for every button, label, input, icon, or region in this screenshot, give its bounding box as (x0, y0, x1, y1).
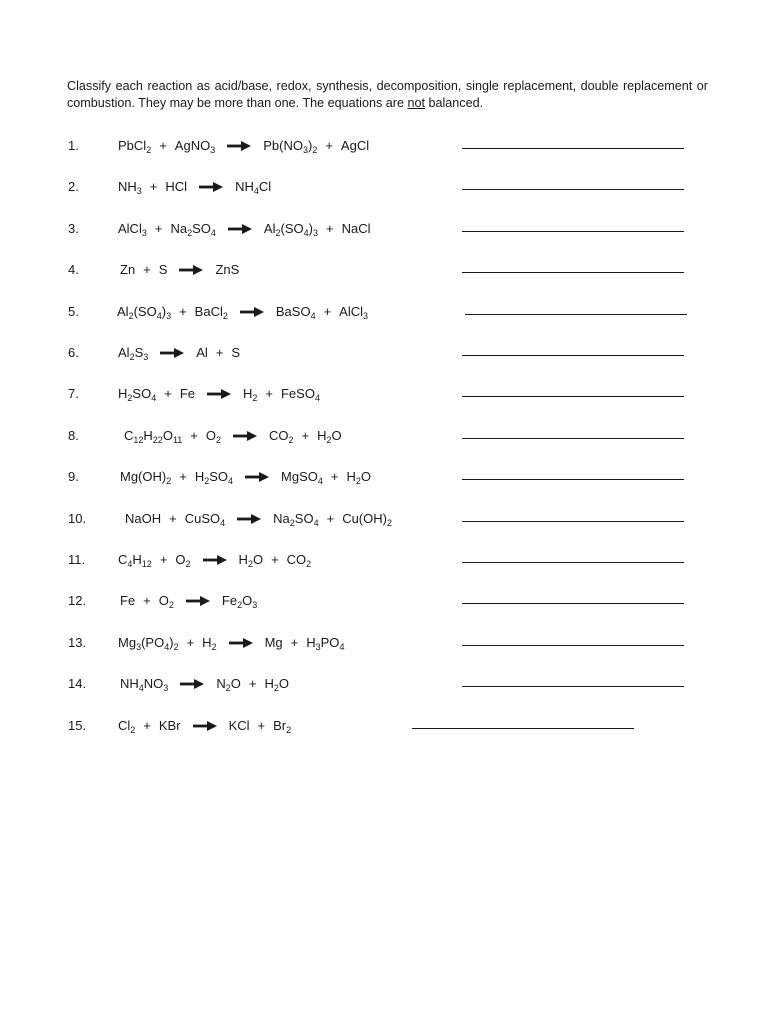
reactant-formula: $Mg(OH)_2$ (120, 469, 172, 487)
reactant-formula: $Al_2(SO_4)_3$ (117, 303, 172, 321)
plus-sign: + (265, 386, 273, 402)
reaction-number: 15. (68, 717, 87, 733)
reactant-formula: CuSO$_4$ (184, 510, 226, 528)
plus-sign: + (149, 179, 158, 195)
product-formula: $Pb(NO_3)_2$ (263, 138, 318, 155)
instructions (67, 78, 708, 112)
reaction-equation (120, 466, 371, 488)
reaction-equation (118, 342, 240, 364)
product-formula: S (231, 345, 241, 360)
reaction-equation (118, 218, 370, 240)
reaction-item (0, 466, 768, 488)
reactant-formula: $H_2SO_4$ (194, 469, 234, 487)
product-formula: ZnS (215, 262, 240, 278)
product-formula: $CO_2$ (269, 427, 294, 445)
reaction-equation (118, 176, 271, 198)
reaction-number: 1. (68, 138, 79, 153)
product-formula: $Br_2$ (273, 717, 292, 735)
plus-sign: + (159, 552, 168, 567)
answer-blank[interactable] (462, 645, 684, 646)
reaction-number: 14. (68, 676, 87, 692)
plus-sign: + (325, 220, 334, 236)
reactant-formula: $O_2$ (158, 593, 174, 611)
reaction-arrow-icon (207, 389, 231, 399)
reaction-number: 4. (68, 262, 79, 278)
reaction-number: 7. (68, 386, 79, 402)
reaction-number: 8. (68, 427, 79, 443)
reaction-number: 13. (68, 634, 87, 650)
product-formula: $CO_2$ (286, 552, 312, 569)
product-formula: NaCl (341, 220, 371, 236)
reaction-item (0, 301, 768, 323)
plus-sign: + (143, 717, 151, 733)
reactant-formula: HCl (165, 179, 188, 195)
instructions-text: Classify each reaction as acid/base, redox, synthesis, decomposition, single replacement, double replacement or combustion. They may be more than one. The equations are (67, 79, 708, 110)
reaction-item (0, 383, 768, 405)
reaction-arrow-icon (237, 514, 261, 524)
product-formula: $Na_2SO_4$ (273, 510, 319, 528)
answer-blank[interactable] (462, 396, 684, 397)
reactant-formula: PbCl$_2$ (118, 138, 152, 155)
plus-sign: + (186, 634, 195, 650)
reaction-equation (120, 590, 257, 612)
plus-sign: + (159, 138, 167, 153)
reactant-formula: BaCl$_2$ (194, 303, 228, 321)
reaction-number: 6. (68, 345, 79, 360)
reactant-formula: $C_4H_{12}$ (118, 552, 152, 569)
reactant-formula: AgNO$_3$ (174, 138, 216, 155)
plus-sign: + (257, 717, 266, 733)
reactant-formula: NaOH (125, 510, 162, 526)
reaction-number: 9. (68, 469, 79, 485)
reactant-formula: $O_2$ (205, 427, 222, 445)
reaction-equation (120, 259, 239, 281)
answer-blank[interactable] (462, 686, 684, 687)
plus-sign: + (323, 303, 332, 319)
reaction-item (0, 259, 768, 281)
reaction-item (0, 590, 768, 612)
reaction-item (0, 673, 768, 695)
reaction-item (0, 135, 768, 157)
reaction-equation (125, 508, 392, 530)
reactant-formula: KBr (158, 717, 181, 733)
product-formula: $H_2O$ (317, 427, 342, 445)
reaction-item (0, 508, 768, 530)
answer-blank[interactable] (462, 272, 684, 273)
plus-sign: + (290, 634, 299, 650)
product-formula: $H_2$ (242, 386, 258, 404)
plus-sign: + (143, 262, 151, 278)
reaction-number: 2. (68, 179, 79, 195)
answer-blank[interactable] (462, 231, 684, 232)
reaction-number: 11. (68, 552, 86, 567)
product-formula: $H_2O$ (264, 676, 289, 694)
reaction-item (0, 425, 768, 447)
reactant-formula: Fe (179, 386, 195, 402)
reaction-equation (118, 135, 369, 157)
answer-blank[interactable] (462, 438, 684, 439)
answer-blank[interactable] (462, 562, 684, 563)
product-formula: AlCl$_3$ (339, 303, 369, 321)
answer-blank[interactable] (462, 521, 684, 522)
reaction-item (0, 632, 768, 654)
product-formula: AgCl (340, 138, 370, 153)
reaction-arrow-icon (193, 721, 217, 731)
product-formula: $Cu(OH)_2$ (342, 510, 392, 528)
reactant-formula: $O_2$ (175, 552, 191, 569)
plus-sign: + (271, 552, 279, 567)
reaction-arrow-icon (229, 638, 253, 648)
reactant-formula: $NH_3$ (118, 179, 142, 197)
reaction-arrow-icon (160, 348, 184, 358)
product-formula: $H_2O$ (346, 469, 372, 487)
reaction-equation (118, 715, 291, 737)
product-formula: $Fe_2O_3$ (221, 593, 258, 611)
plus-sign: + (215, 345, 224, 360)
reaction-arrow-icon (240, 307, 264, 317)
answer-blank[interactable] (462, 148, 684, 149)
plus-sign: + (143, 593, 151, 609)
reaction-arrow-icon (179, 265, 203, 275)
reactant-formula: $C_{12}H_{22}O_{11}$ (124, 427, 183, 445)
reactant-formula: Zn (120, 262, 136, 278)
reactant-formula: S (158, 262, 168, 278)
reaction-equation (124, 425, 342, 447)
reactant-formula: $H_2$ (202, 634, 217, 652)
reaction-equation (120, 673, 289, 695)
answer-blank[interactable] (412, 728, 634, 729)
reaction-number: 5. (68, 303, 79, 319)
plus-sign: + (326, 510, 335, 526)
product-formula: $H_2O$ (238, 552, 264, 569)
reactant-formula: $H_2SO_4$ (118, 386, 157, 404)
answer-blank[interactable] (462, 479, 684, 480)
reaction-equation (118, 549, 311, 571)
reaction-arrow-icon (228, 224, 252, 234)
reaction-equation (117, 301, 368, 323)
reaction-arrow-icon (245, 472, 269, 482)
plus-sign: + (169, 510, 177, 526)
plus-sign: + (325, 138, 333, 153)
reaction-item (0, 218, 768, 240)
product-formula: Al (196, 345, 208, 360)
reaction-item (0, 342, 768, 364)
reaction-item (0, 715, 768, 737)
reaction-equation (118, 383, 320, 405)
reactant-formula: $NH_4NO_3$ (120, 676, 169, 694)
plus-sign: + (190, 427, 198, 443)
answer-blank[interactable] (462, 603, 684, 604)
product-formula: $Al_2(SO_4)_3$ (263, 220, 318, 238)
answer-blank[interactable] (465, 314, 687, 315)
product-formula: KCl (228, 717, 250, 733)
plus-sign: + (179, 303, 187, 319)
product-formula: Mg (264, 634, 283, 650)
plus-sign: + (301, 427, 310, 443)
reaction-item (0, 176, 768, 198)
plus-sign: + (330, 469, 339, 485)
product-formula: $H_3PO_4$ (306, 634, 345, 652)
reactant-formula: $Al_2S_3$ (118, 345, 149, 362)
reactant-formula: $Na_2SO_4$ (170, 220, 216, 238)
plus-sign: + (179, 469, 187, 485)
answer-blank[interactable] (462, 355, 684, 356)
product-formula: $N_2O$ (216, 676, 241, 694)
reaction-number: 3. (68, 220, 79, 236)
reaction-equation (118, 632, 344, 654)
instructions-text-end: balanced. (424, 96, 484, 110)
reaction-arrow-icon (203, 555, 227, 565)
plus-sign: + (154, 220, 163, 236)
answer-blank[interactable] (462, 189, 684, 190)
reactant-formula: Fe (120, 593, 136, 609)
product-formula: MgSO$_4$ (281, 469, 323, 487)
product-formula: FeSO$_4$ (280, 386, 320, 404)
reaction-item (0, 549, 768, 571)
reactant-formula: $Mg_3(PO_4)_2$ (118, 634, 179, 652)
product-formula: $NH_4Cl$ (235, 179, 272, 197)
reaction-arrow-icon (233, 431, 257, 441)
plus-sign: + (164, 386, 172, 402)
reaction-number: 10. (68, 510, 87, 526)
reaction-arrow-icon (227, 141, 251, 151)
plus-sign: + (248, 676, 257, 692)
reaction-arrow-icon (199, 182, 223, 192)
reactant-formula: AlCl$_3$ (118, 220, 147, 238)
reaction-arrow-icon (180, 679, 204, 689)
reaction-arrow-icon (186, 596, 210, 606)
product-formula: BaSO$_4$ (275, 303, 316, 321)
instructions-emphasis-not: not (407, 96, 425, 110)
reactant-formula: $Cl_2$ (118, 717, 136, 735)
reaction-number: 12. (68, 593, 87, 609)
